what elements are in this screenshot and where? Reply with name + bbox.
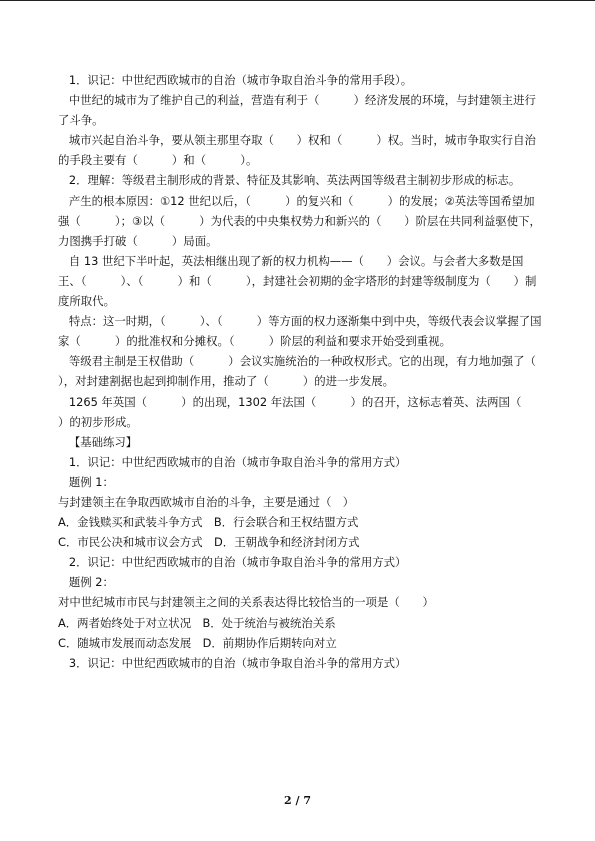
exercise-2-question: 对中世纪城市市民与封建领主之间的关系表达得比较恰当的一项是（ ） (58, 595, 434, 610)
page-number: 2 / 7 (284, 794, 311, 807)
paragraph-9: 1265 年英国（ ）的出现，1302 年法国（ ）的召开，这标志着英、法两国（ ）的初步形成。 (58, 394, 556, 429)
exercise-1-options-ab: A．金钱赎买和武装斗争方式 B．行会联合和王权结盟方式 (58, 515, 359, 530)
exercise-2-topic: 2．识记：中世纪西欧城市的自治（城市争取自治斗争的常用方式） (68, 555, 407, 570)
exercise-2-options-ab: A．两者始终处于对立状况 B．处于统治与被统治关系 (58, 615, 336, 630)
exercise-1-options-cd: C．市民公决和城市议会方式 D．王朝战争和经济封闭方式 (58, 535, 360, 550)
exercise-3-topic: 3．识记：中世纪西欧城市的自治（城市争取自治斗争的常用方式） (68, 655, 407, 670)
paragraph-8: 等级君主制是王权借助（ ）会议实施统治的一种政权形式。它的出现，有力地加强了（ ），对封建割据也起到抑制作用，推动了（ ）的进一步发展。 (58, 354, 571, 389)
section-heading: 【基础练习】 (68, 434, 138, 449)
exercise-1-question: 与封建领主在争取西欧城市自治的斗争，主要是通过（ ） (58, 494, 355, 509)
paragraph-6: 自 13 世纪下半叶起，英法相继出现了新的权力机构——（ ）会议。与会者大多数是国王、（ ）、（ ）和（ ），封建社会初期的金字塔形的封建等级制度为（ ）制度所取代。 (58, 253, 537, 309)
document-body (58, 70, 571, 673)
paragraph-2: 中世纪的城市为了维护自己的利益，营造有利于（ ）经济发展的环境，与封建领主进行了斗争。 (58, 93, 536, 128)
paragraph-4: 2．理解：等级君主制形成的背景、特征及其影响、英法两国等级君主制初步形成的标志。 (68, 173, 521, 188)
exercise-2-label: 题例 2： (68, 575, 114, 590)
exercise-2-options-cd: C．随城市发展而动态发展 D．前期协作后期转向对立 (58, 635, 337, 650)
top-rule (0, 0, 595, 1)
paragraph-1: 1．识记：中世纪西欧城市的自治（城市争取自治斗争的常用手段）。 (68, 73, 413, 87)
exercise-1-topic: 1．识记：中世纪西欧城市的自治（城市争取自治斗争的常用方式） (68, 454, 407, 469)
paragraph-3: 城市兴起自治斗争，要从领主那里夺取（ ）权和（ ）权。当时，城市争取实行自治的手段主要有（ ）和（ ）。 (58, 133, 536, 168)
exercise-1-label: 题例 1： (68, 474, 114, 489)
paragraph-5: 产生的根本原因：①12 世纪以后，（ ）的复兴和（ ）的发展；②英法等国希望加强（ ）；③以（ ）为代表的中央集权势力和新兴的（ ）阶层在共同利益驱使下，力图携手打破（ ）局面。 (58, 193, 541, 248)
paragraph-7: 特点：这一时期，（ ）、（ ）等方面的权力逐渐集中到中央，等级代表会议掌握了国家（ ）的批准权和分摊权。（ ）阶层的利益和要求开始受到重视。 (58, 314, 542, 349)
